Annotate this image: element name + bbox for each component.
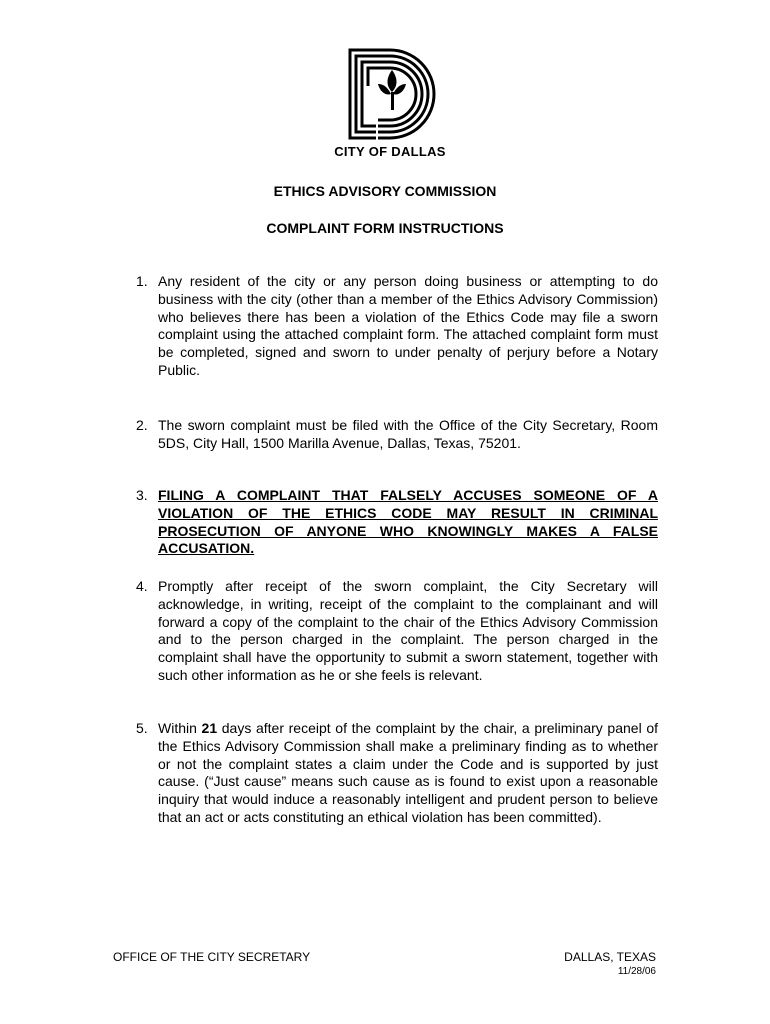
document-title: ETHICS ADVISORY COMMISSION: [273, 183, 497, 199]
document-subtitle: COMPLAINT FORM INSTRUCTIONS: [266, 220, 504, 236]
instruction-item-1: [136, 273, 658, 380]
item-text: Any resident of the city or any person doing business or attempting to do business with the city (other than a member of the Ethics Advisory Commission) who believes there has been a violation of the Ethics Code may file a sworn complaint using the attached complaint form. The attached complaint form must be completed, signed and sworn to under penalty of perjury before a Notary Public.: [158, 273, 658, 378]
warning-text: FILING A COMPLAINT THAT FALSELY ACCUSES SOMEONE OF A VIOLATION OF THE ETHICS CODE MAY RESULT IN CRIMINAL PROSECUTION OF ANYONE WHO KNOWINGLY MAKES A FALSE ACCUSATION.: [158, 487, 658, 557]
item-number: 2.: [136, 417, 148, 433]
footer-office: OFFICE OF THE CITY SECRETARY: [113, 950, 311, 964]
item-number: 5.: [136, 720, 148, 736]
instruction-item-3: [136, 487, 658, 558]
item-number: 1.: [136, 273, 148, 289]
city-of-dallas-logo: [346, 46, 438, 142]
item-number: 3.: [136, 487, 148, 503]
footer-date: 11/28/06: [617, 966, 656, 977]
item-number: 4.: [136, 578, 148, 594]
item-text: The sworn complaint must be filed with the Office of the City Secretary, Room 5DS, City Hall, 1500 Marilla Avenue, Dallas, Texas, 75201.: [158, 417, 658, 451]
footer-location: DALLAS, TEXAS: [564, 950, 656, 964]
instruction-item-5: [136, 720, 658, 827]
instruction-item-2: [136, 417, 658, 453]
item-text: Promptly after receipt of the sworn complaint, the City Secretary will acknowledge, in writing, receipt of the complaint to the complainant and will forward a copy of the complaint to the chair of the Ethics Advisory Commission and to the person charged in the complaint. The person charged in the complaint shall have the opportunity to submit a sworn statement, together with such other information as he or she feels is relevant.: [158, 578, 658, 683]
item-text: Within 21 days after receipt of the complaint by the chair, a preliminary panel of the Ethics Advisory Commission shall make a preliminary finding as to whether or not the complaint states a claim under the Code and is supported by just cause. (“Just cause” means such cause as is found to exist upon a reasonable inquiry that would induce a reasonably intelligent and prudent person to believe that an act or acts constituting an ethical violation has been committed).: [158, 720, 658, 825]
days-count: 21: [201, 720, 218, 736]
leaf-icon: [378, 70, 406, 110]
city-name: CITY OF DALLAS: [334, 144, 446, 159]
instruction-item-4: [136, 578, 658, 685]
